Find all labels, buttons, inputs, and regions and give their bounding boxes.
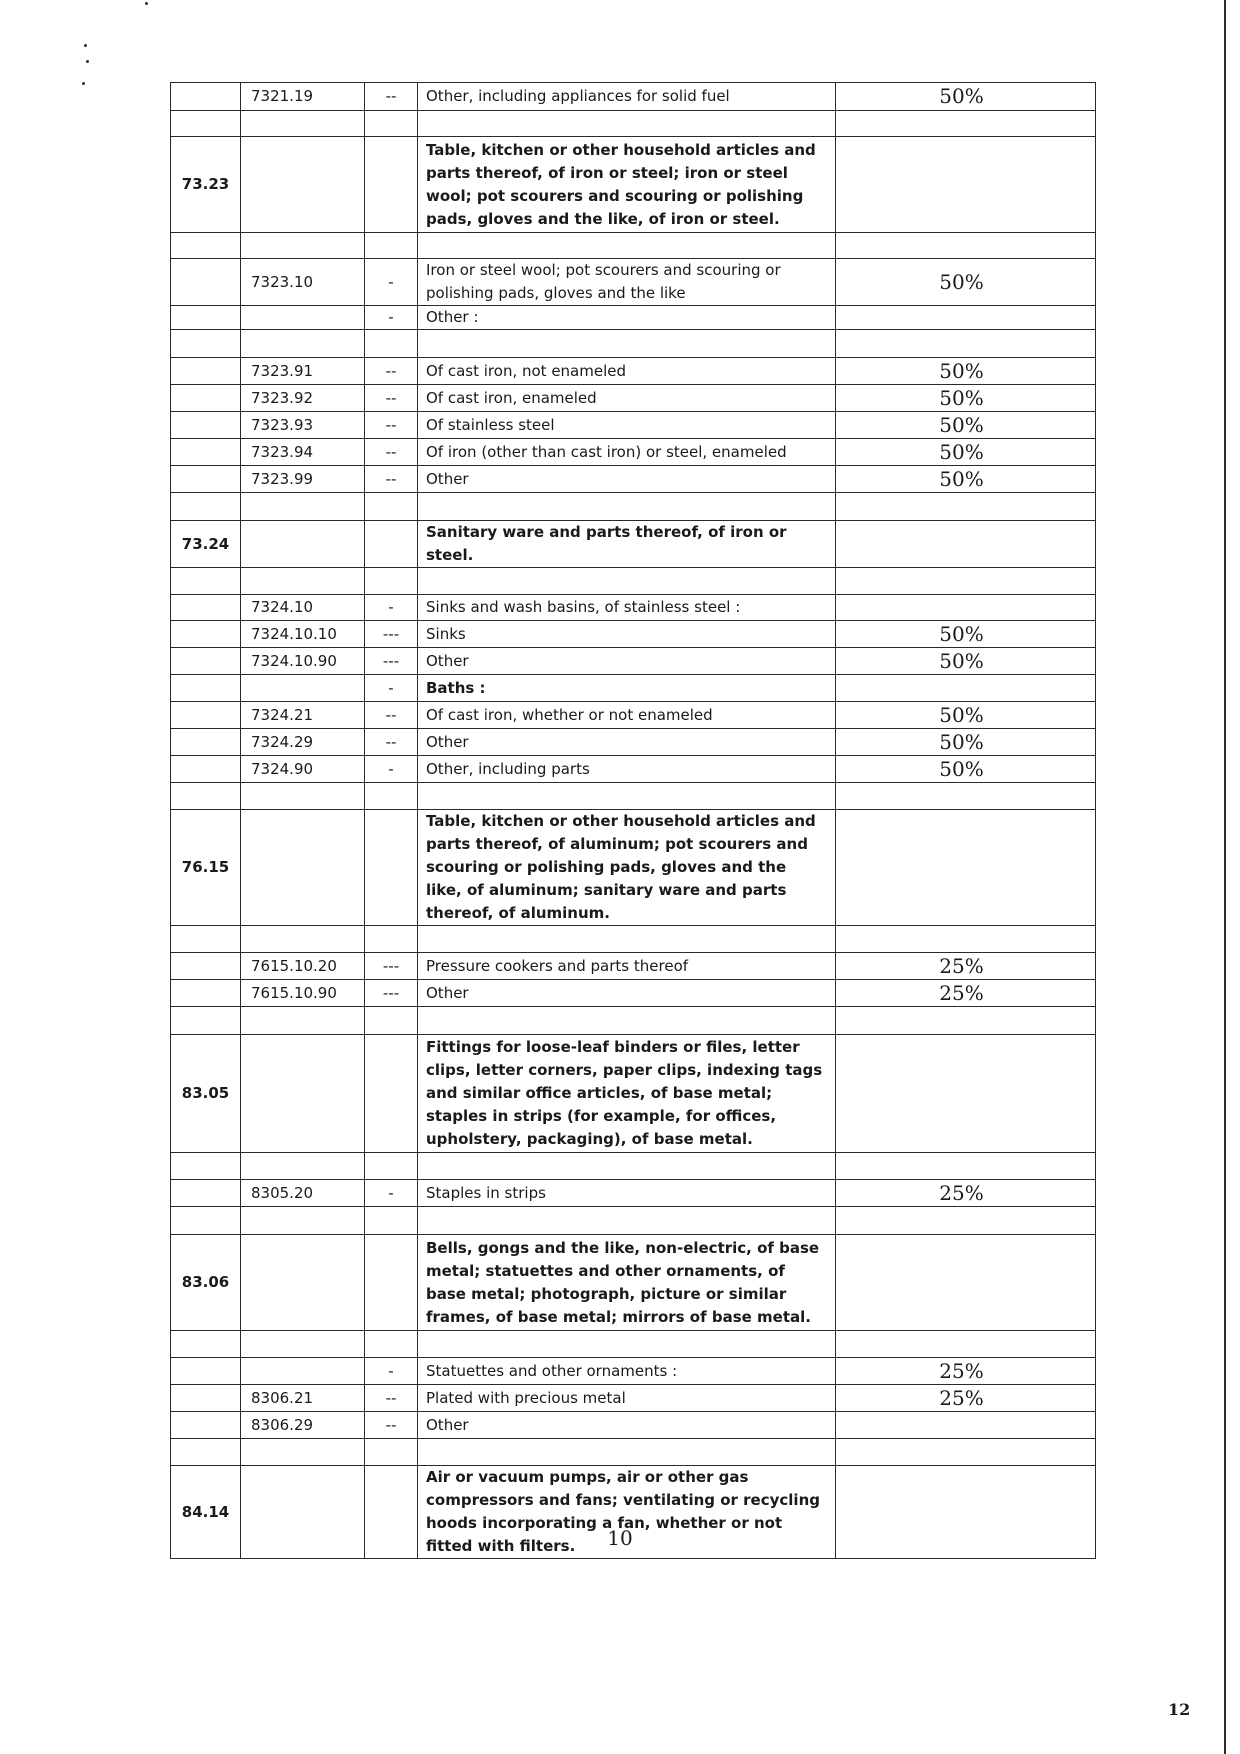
code-cell bbox=[241, 137, 365, 233]
dash-cell bbox=[365, 1207, 418, 1235]
code-cell bbox=[241, 306, 365, 330]
description-cell: Sanitary ware and parts thereof, of iron or steel. bbox=[418, 521, 836, 568]
description-cell: Pressure cookers and parts thereof bbox=[418, 953, 836, 980]
tariff-table bbox=[170, 82, 1096, 1559]
spacer-row bbox=[171, 1007, 1096, 1035]
heading-cell bbox=[171, 1180, 241, 1207]
code-cell: 7323.92 bbox=[241, 385, 365, 412]
heading-cell bbox=[171, 980, 241, 1007]
tariff-row bbox=[171, 621, 1096, 648]
duty-cell bbox=[836, 1412, 1096, 1439]
tariff-row bbox=[171, 702, 1096, 729]
dash-cell: --- bbox=[365, 648, 418, 675]
heading-cell: 73.23 bbox=[171, 137, 241, 233]
description-cell: Baths : bbox=[418, 675, 836, 702]
heading-cell bbox=[171, 1385, 241, 1412]
duty-cell: 25% bbox=[836, 980, 1096, 1007]
tariff-row bbox=[171, 675, 1096, 702]
duty-cell bbox=[836, 233, 1096, 259]
description-cell bbox=[418, 783, 836, 810]
code-cell: 8306.21 bbox=[241, 1385, 365, 1412]
heading-cell bbox=[171, 1439, 241, 1466]
scan-speck bbox=[86, 60, 89, 63]
heading-cell: 73.24 bbox=[171, 521, 241, 568]
code-cell: 7324.10.90 bbox=[241, 648, 365, 675]
dash-cell bbox=[365, 1153, 418, 1180]
spacer-row bbox=[171, 926, 1096, 953]
description-cell: Bells, gongs and the like, non-electric, of base metal; statuettes and other ornaments, of base metal; photograph, picture or similar frames, of base metal; mirrors of base metal. bbox=[418, 1235, 836, 1331]
duty-cell bbox=[836, 1439, 1096, 1466]
heading-cell bbox=[171, 493, 241, 521]
dash-cell bbox=[365, 568, 418, 595]
dash-cell: -- bbox=[365, 1385, 418, 1412]
description-cell bbox=[418, 1439, 836, 1466]
description-cell: Of cast iron, whether or not enameled bbox=[418, 702, 836, 729]
dash-cell: - bbox=[365, 675, 418, 702]
dash-cell: -- bbox=[365, 83, 418, 111]
description-cell: Iron or steel wool; pot scourers and scouring or polishing pads, gloves and the like bbox=[418, 259, 836, 306]
duty-cell bbox=[836, 1331, 1096, 1358]
dash-cell bbox=[365, 111, 418, 137]
heading-row bbox=[171, 810, 1096, 926]
description-cell: Air or vacuum pumps, air or other gas compressors and fans; ventilating or recycling hoods incorporating a fan, whether or not fitted with filters. bbox=[418, 1466, 836, 1559]
code-cell bbox=[241, 1035, 365, 1153]
heading-cell bbox=[171, 1358, 241, 1385]
code-cell bbox=[241, 233, 365, 259]
dash-cell: -- bbox=[365, 702, 418, 729]
tariff-row bbox=[171, 83, 1096, 111]
tariff-row bbox=[171, 385, 1096, 412]
dash-cell: -- bbox=[365, 1412, 418, 1439]
dash-cell: --- bbox=[365, 980, 418, 1007]
duty-cell: 50% bbox=[836, 621, 1096, 648]
heading-cell bbox=[171, 466, 241, 493]
duty-cell bbox=[836, 926, 1096, 953]
heading-cell bbox=[171, 1007, 241, 1035]
scan-speck bbox=[84, 44, 87, 47]
description-cell: Of iron (other than cast iron) or steel, enameled bbox=[418, 439, 836, 466]
tariff-row bbox=[171, 306, 1096, 330]
dash-cell: - bbox=[365, 1358, 418, 1385]
duty-cell bbox=[836, 1153, 1096, 1180]
description-cell: Other : bbox=[418, 306, 836, 330]
duty-cell: 50% bbox=[836, 358, 1096, 385]
duty-cell bbox=[836, 783, 1096, 810]
description-cell: Of cast iron, not enameled bbox=[418, 358, 836, 385]
dash-cell: -- bbox=[365, 729, 418, 756]
heading-row bbox=[171, 137, 1096, 233]
scan-speck bbox=[145, 2, 148, 5]
tariff-row bbox=[171, 980, 1096, 1007]
description-cell bbox=[418, 233, 836, 259]
dash-cell bbox=[365, 521, 418, 568]
dash-cell bbox=[365, 233, 418, 259]
tariff-row bbox=[171, 412, 1096, 439]
description-cell: Fittings for loose-leaf binders or files, letter clips, letter corners, paper clips, indexing tags and similar office articles, of base metal; staples in strips (for example, for offices, upholstery, packaging), of base metal. bbox=[418, 1035, 836, 1153]
code-cell: 7323.93 bbox=[241, 412, 365, 439]
dash-cell: - bbox=[365, 756, 418, 783]
duty-cell bbox=[836, 330, 1096, 358]
duty-cell: 50% bbox=[836, 83, 1096, 111]
heading-cell bbox=[171, 412, 241, 439]
tariff-row bbox=[171, 439, 1096, 466]
heading-cell: 84.14 bbox=[171, 1466, 241, 1559]
code-cell bbox=[241, 783, 365, 810]
dash-cell: -- bbox=[365, 412, 418, 439]
heading-row bbox=[171, 521, 1096, 568]
heading-cell bbox=[171, 675, 241, 702]
dash-cell bbox=[365, 1007, 418, 1035]
spacer-row bbox=[171, 1439, 1096, 1466]
margin-mark: 12 bbox=[1168, 1700, 1191, 1719]
description-cell bbox=[418, 1007, 836, 1035]
tariff-row bbox=[171, 1358, 1096, 1385]
duty-cell: 50% bbox=[836, 412, 1096, 439]
heading-cell bbox=[171, 233, 241, 259]
tariff-row bbox=[171, 1412, 1096, 1439]
heading-cell bbox=[171, 953, 241, 980]
duty-cell bbox=[836, 810, 1096, 926]
scan-speck bbox=[82, 82, 85, 85]
duty-cell: 25% bbox=[836, 953, 1096, 980]
description-cell: Other bbox=[418, 466, 836, 493]
description-cell: Plated with precious metal bbox=[418, 1385, 836, 1412]
dash-cell: -- bbox=[365, 358, 418, 385]
heading-cell bbox=[171, 83, 241, 111]
heading-cell bbox=[171, 926, 241, 953]
code-cell: 7324.10.10 bbox=[241, 621, 365, 648]
tariff-row bbox=[171, 756, 1096, 783]
spacer-row bbox=[171, 1153, 1096, 1180]
code-cell bbox=[241, 330, 365, 358]
description-cell bbox=[418, 568, 836, 595]
description-cell bbox=[418, 926, 836, 953]
code-cell: 8306.29 bbox=[241, 1412, 365, 1439]
description-cell bbox=[418, 111, 836, 137]
tariff-row bbox=[171, 1385, 1096, 1412]
code-cell bbox=[241, 1331, 365, 1358]
tariff-row bbox=[171, 648, 1096, 675]
duty-cell bbox=[836, 675, 1096, 702]
tariff-table-body bbox=[171, 83, 1096, 1559]
code-cell bbox=[241, 1007, 365, 1035]
spacer-row bbox=[171, 1331, 1096, 1358]
dash-cell: - bbox=[365, 595, 418, 621]
heading-cell bbox=[171, 621, 241, 648]
code-cell: 7323.10 bbox=[241, 259, 365, 306]
dash-cell bbox=[365, 810, 418, 926]
dash-cell bbox=[365, 1235, 418, 1331]
description-cell: Table, kitchen or other household articles and parts thereof, of aluminum; pot scourers and scouring or polishing pads, gloves and the like, of aluminum; sanitary ware and parts thereof, of aluminum. bbox=[418, 810, 836, 926]
duty-cell: 50% bbox=[836, 756, 1096, 783]
duty-cell: 25% bbox=[836, 1358, 1096, 1385]
spacer-row bbox=[171, 111, 1096, 137]
spacer-row bbox=[171, 568, 1096, 595]
duty-cell: 50% bbox=[836, 648, 1096, 675]
spacer-row bbox=[171, 330, 1096, 358]
heading-cell bbox=[171, 259, 241, 306]
tariff-row bbox=[171, 595, 1096, 621]
spacer-row bbox=[171, 1207, 1096, 1235]
code-cell bbox=[241, 1207, 365, 1235]
dash-cell bbox=[365, 1439, 418, 1466]
heading-cell bbox=[171, 1412, 241, 1439]
duty-cell bbox=[836, 1207, 1096, 1235]
code-cell bbox=[241, 675, 365, 702]
description-cell: Table, kitchen or other household articles and parts thereof, of iron or steel; iron or steel wool; pot scourers and scouring or polishing pads, gloves and the like, of iron or steel. bbox=[418, 137, 836, 233]
description-cell bbox=[418, 1331, 836, 1358]
heading-cell bbox=[171, 1207, 241, 1235]
duty-cell bbox=[836, 306, 1096, 330]
code-cell bbox=[241, 1153, 365, 1180]
duty-cell bbox=[836, 1235, 1096, 1331]
page-number: 10 bbox=[607, 1526, 633, 1550]
description-cell: Other bbox=[418, 729, 836, 756]
duty-cell: 50% bbox=[836, 466, 1096, 493]
code-cell: 7324.90 bbox=[241, 756, 365, 783]
description-cell: Other, including parts bbox=[418, 756, 836, 783]
duty-cell bbox=[836, 111, 1096, 137]
duty-cell: 50% bbox=[836, 702, 1096, 729]
dash-cell: -- bbox=[365, 385, 418, 412]
description-cell bbox=[418, 330, 836, 358]
tariff-row bbox=[171, 953, 1096, 980]
description-cell: Of cast iron, enameled bbox=[418, 385, 836, 412]
duty-cell: 50% bbox=[836, 259, 1096, 306]
description-cell: Statuettes and other ornaments : bbox=[418, 1358, 836, 1385]
code-cell: 7323.99 bbox=[241, 466, 365, 493]
dash-cell: - bbox=[365, 259, 418, 306]
dash-cell: --- bbox=[365, 953, 418, 980]
code-cell bbox=[241, 1439, 365, 1466]
code-cell: 7324.21 bbox=[241, 702, 365, 729]
description-cell: Other, including appliances for solid fuel bbox=[418, 83, 836, 111]
description-cell: Of stainless steel bbox=[418, 412, 836, 439]
heading-cell bbox=[171, 330, 241, 358]
heading-cell: 83.05 bbox=[171, 1035, 241, 1153]
heading-cell bbox=[171, 385, 241, 412]
description-cell: Sinks and wash basins, of stainless steel : bbox=[418, 595, 836, 621]
dash-cell bbox=[365, 493, 418, 521]
code-cell bbox=[241, 521, 365, 568]
dash-cell: -- bbox=[365, 466, 418, 493]
duty-cell: 50% bbox=[836, 729, 1096, 756]
heading-cell bbox=[171, 1153, 241, 1180]
tariff-row bbox=[171, 259, 1096, 306]
heading-row bbox=[171, 1035, 1096, 1153]
code-cell: 7321.19 bbox=[241, 83, 365, 111]
heading-cell bbox=[171, 439, 241, 466]
duty-cell: 25% bbox=[836, 1180, 1096, 1207]
code-cell: 7615.10.20 bbox=[241, 953, 365, 980]
description-cell: Other bbox=[418, 648, 836, 675]
code-cell: 7615.10.90 bbox=[241, 980, 365, 1007]
tariff-row bbox=[171, 358, 1096, 385]
description-cell bbox=[418, 1153, 836, 1180]
code-cell: 7324.29 bbox=[241, 729, 365, 756]
description-cell: Other bbox=[418, 980, 836, 1007]
dash-cell bbox=[365, 137, 418, 233]
description-cell bbox=[418, 1207, 836, 1235]
code-cell bbox=[241, 111, 365, 137]
duty-cell: 25% bbox=[836, 1385, 1096, 1412]
tariff-row bbox=[171, 729, 1096, 756]
dash-cell bbox=[365, 1331, 418, 1358]
dash-cell bbox=[365, 926, 418, 953]
duty-cell bbox=[836, 595, 1096, 621]
spacer-row bbox=[171, 493, 1096, 521]
heading-row bbox=[171, 1235, 1096, 1331]
code-cell bbox=[241, 1358, 365, 1385]
duty-cell bbox=[836, 1007, 1096, 1035]
code-cell bbox=[241, 493, 365, 521]
description-cell: Other bbox=[418, 1412, 836, 1439]
heading-cell bbox=[171, 358, 241, 385]
spacer-row bbox=[171, 783, 1096, 810]
dash-cell: - bbox=[365, 1180, 418, 1207]
heading-cell bbox=[171, 306, 241, 330]
duty-cell bbox=[836, 568, 1096, 595]
duty-cell: 50% bbox=[836, 385, 1096, 412]
code-cell: 7324.10 bbox=[241, 595, 365, 621]
tariff-row bbox=[171, 466, 1096, 493]
heading-cell bbox=[171, 595, 241, 621]
dash-cell bbox=[365, 783, 418, 810]
duty-cell bbox=[836, 137, 1096, 233]
code-cell bbox=[241, 568, 365, 595]
code-cell bbox=[241, 1235, 365, 1331]
dash-cell bbox=[365, 1035, 418, 1153]
dash-cell bbox=[365, 330, 418, 358]
heading-cell bbox=[171, 648, 241, 675]
dash-cell: -- bbox=[365, 439, 418, 466]
code-cell: 7323.91 bbox=[241, 358, 365, 385]
spacer-row bbox=[171, 233, 1096, 259]
description-cell: Sinks bbox=[418, 621, 836, 648]
heading-cell bbox=[171, 1331, 241, 1358]
dash-cell: --- bbox=[365, 621, 418, 648]
dash-cell: - bbox=[365, 306, 418, 330]
code-cell: 8305.20 bbox=[241, 1180, 365, 1207]
scan-edge-line bbox=[1224, 0, 1226, 1754]
tariff-row bbox=[171, 1180, 1096, 1207]
heading-cell bbox=[171, 756, 241, 783]
duty-cell bbox=[836, 521, 1096, 568]
heading-cell bbox=[171, 702, 241, 729]
code-cell bbox=[241, 926, 365, 953]
description-cell: Staples in strips bbox=[418, 1180, 836, 1207]
duty-cell: 50% bbox=[836, 439, 1096, 466]
code-cell bbox=[241, 810, 365, 926]
duty-cell bbox=[836, 493, 1096, 521]
heading-cell: 83.06 bbox=[171, 1235, 241, 1331]
heading-cell bbox=[171, 568, 241, 595]
heading-cell bbox=[171, 729, 241, 756]
duty-cell bbox=[836, 1035, 1096, 1153]
heading-cell bbox=[171, 111, 241, 137]
heading-cell: 76.15 bbox=[171, 810, 241, 926]
heading-cell bbox=[171, 783, 241, 810]
description-cell bbox=[418, 493, 836, 521]
code-cell: 7323.94 bbox=[241, 439, 365, 466]
